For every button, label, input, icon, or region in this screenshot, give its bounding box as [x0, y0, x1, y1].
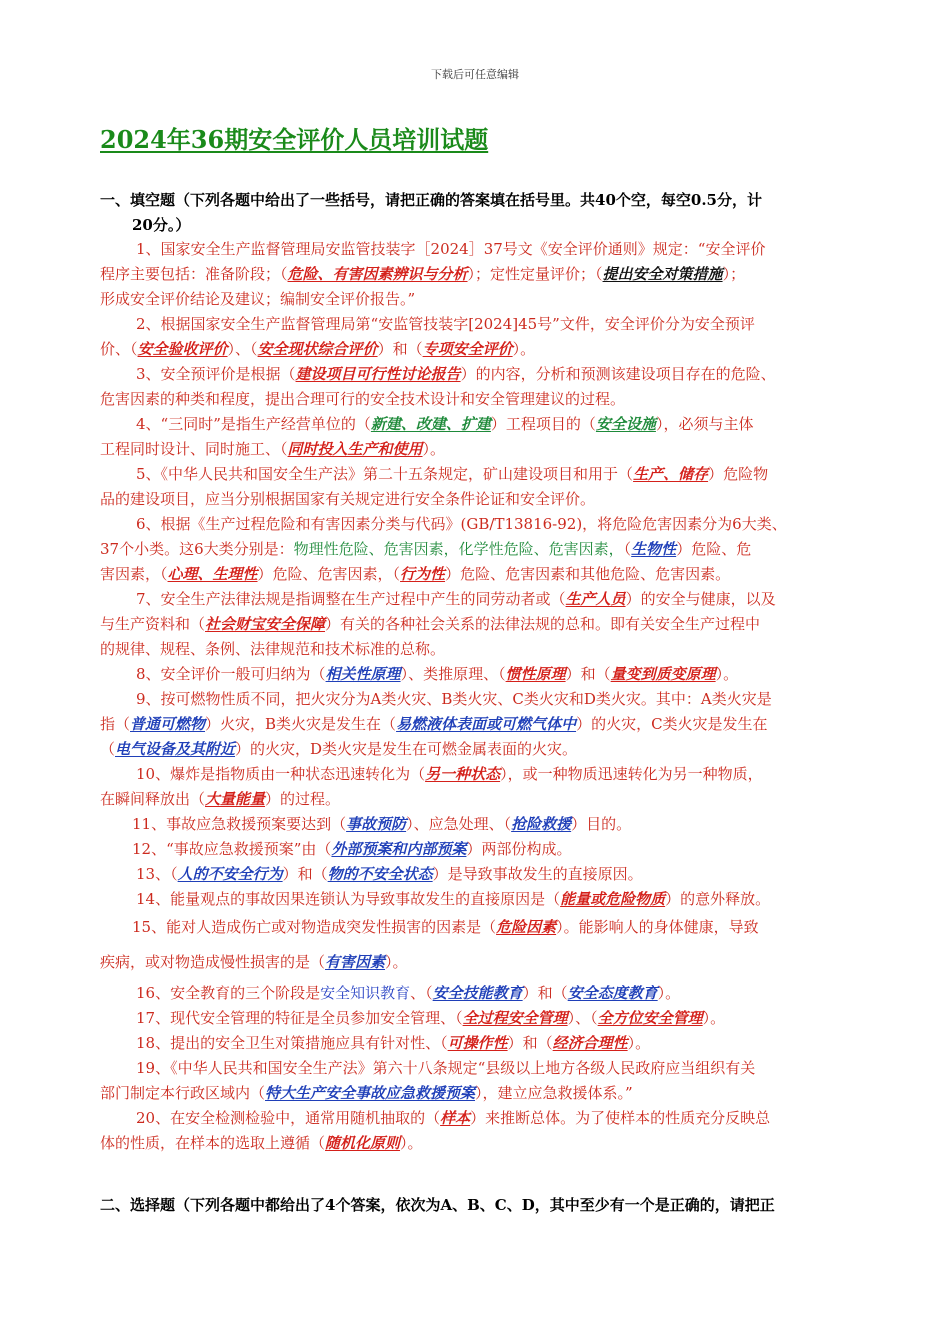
- answer: 全过程安全管理: [462, 1009, 568, 1027]
- question-2: 2、根据国家安全生产监督管理局第“安监管技装字[2024]45号”文件，安全评价分为安全预评 价、（安全验收评价）、（安全现状综合评价）和（专项安全评价）。: [100, 315, 755, 358]
- answer: 同时投入生产和使用: [287, 440, 423, 458]
- answer: 随机化原则: [325, 1134, 401, 1152]
- question-8: 8、安全评价一般可归纳为（相关性原理）、类推原理、（惯性原理）和（量变到质变原理）。: [136, 665, 739, 683]
- answer: 社会财宝安全保障: [205, 615, 326, 633]
- question-7: 7、安全生产法律法规是指调整在生产过程中产生的同劳动者或（生产人员）的安全与健康，以及 与生产资料和（社会财宝安全保障）有关的各种社会关系的法律法规的总和。即有关安全生产过程中 的规律、规程、条例、法律规范和技术标准的总称。: [100, 590, 776, 658]
- question-9: 9、按可燃物性质不同，把火灾分为A类火灾、B类火灾、C类火灾和D类火灾。其中：A类火灾是 指（普通可燃物）火灾，B类火灾是发生在（易燃液体表面或可燃气体中）的火灾，C类火灾是发生在 （电气设备及其附近）的火灾，D类火灾是发生在可燃金属表面的火灾。: [100, 690, 772, 758]
- answer: 另一种状态: [425, 765, 501, 783]
- answer: 能量或危险物质: [560, 890, 666, 908]
- answer: 惯性原理: [505, 665, 566, 683]
- answer: 外部预案和内部预案: [331, 840, 467, 858]
- answer: 经济合理性: [552, 1034, 628, 1052]
- answer: 抢险救援: [511, 815, 572, 833]
- question-13: 13、（人的不安全行为）和（物的不安全状态）是导致事故发生的直接原因。: [136, 865, 643, 883]
- question-12: 12、“事故应急救援预案”由（外部预案和内部预案）两部份构成。: [132, 840, 572, 858]
- answer: 有害因素: [325, 953, 386, 971]
- question-11: 11、事故应急救援预案要达到（事故预防）、应急处理、（抢险救援）目的。: [132, 815, 632, 833]
- answer: 样本: [440, 1109, 471, 1127]
- answer: 危险、有害因素辨识与分析: [287, 265, 468, 283]
- answer: 安全现状综合评价: [257, 340, 378, 358]
- answer: 安全技能教育: [432, 984, 523, 1002]
- answer: 相关性原理: [325, 665, 401, 683]
- answer: 物的不安全状态: [327, 865, 433, 883]
- answer: 心理、生理性: [167, 565, 258, 583]
- answer: 行为性: [400, 565, 446, 583]
- header-note: 下载后可任意编辑: [431, 68, 519, 81]
- answer: 事故预防: [346, 815, 407, 833]
- page-title: 2024年36期安全评价人员培训试题: [100, 125, 489, 154]
- question-6: 6、根据《生产过程危险和有害因素分类与代码》(GB/T13816-92)，将危险危害因素分为6大类、 37个小类。这6大类分别是：物理性危险、危害因素，化学性危险、危害因素，（生物性）危险、危 害因素，（心理、生理性）危险、危害因素，（行为性）危险、危害因素和其他危险、危害因素。: [100, 515, 787, 583]
- answer: 安全验收评价: [137, 340, 228, 358]
- question-14: 14、能量观点的事故因果连锁认为导致事故发生的直接原因是（能量或危险物质）的意外释放。: [136, 890, 771, 908]
- answer: 建设项目可行性讨论报告: [295, 365, 461, 383]
- answer: 安全设施: [595, 415, 656, 433]
- answer: 提出安全对策措施: [602, 265, 723, 283]
- question-17: 17、现代安全管理的特征是全员参加安全管理、（全过程安全管理）、（全方位安全管理）。: [136, 1009, 726, 1027]
- question-20: 20、在安全检测检验中，通常用随机抽取的（样本）来推断总体。为了使样本的性质充分反映总 体的性质，在样本的选取上遵循（随机化原则）。: [100, 1109, 771, 1152]
- answer: 危险因素: [496, 918, 557, 936]
- answer: 特大生产安全事故应急救援预案: [265, 1084, 476, 1102]
- answer: 生产、储存: [633, 465, 709, 483]
- question-16: 16、安全教育的三个阶段是安全知识教育、（安全技能教育）和（安全态度教育）。: [136, 984, 681, 1002]
- question-3: 3、安全预评价是根据（建设项目可行性讨论报告）的内容，分析和预测该建设项目存在的危险、 危害因素的种类和程度，提出合理可行的安全技术设计和安全管理建议的过程。: [100, 365, 776, 408]
- answer: 全方位安全管理: [597, 1009, 703, 1027]
- question-15: 15、能对人造成伤亡或对物造成突发性损害的因素是（危险因素）。能影响人的身体健康，导致 疾病，或对物造成慢性损害的是（有害因素）。: [100, 918, 759, 971]
- question-1: 1、国家安全生产监督管理局安监管技装字［2024］37号文《安全评价通则》规定：“安全评价 程序主要包括：准备阶段；（危险、有害因素辨识与分析）；定性定量评价；（提出安全对策措施）； 形成安全评价结论及建议；编制安全评价报告。”: [100, 240, 766, 308]
- answer: 易燃液体表面或可燃气体中: [396, 715, 577, 733]
- answer: 电气设备及其附近: [115, 740, 236, 758]
- answer: 生产人员: [565, 590, 626, 608]
- question-4: 4、“三同时”是指生产经营单位的（新建、改建、扩建）工程项目的（安全设施），必须与主体 工程同时设计、同时施工、（同时投入生产和使用）。: [100, 415, 754, 458]
- answer: 人的不安全行为: [177, 865, 283, 883]
- question-19: 19、《中华人民共和国安全生产法》第六十八条规定“县级以上地方各级人民政府应当组织有关 部门制定本行政区域内（特大生产安全事故应急救援预案），建立应急救援体系。”: [100, 1059, 756, 1102]
- answer: 生物性: [631, 540, 677, 558]
- answer: 安全态度教育: [567, 984, 658, 1002]
- question-5: 5、《中华人民共和国安全生产法》第二十五条规定，矿山建设项目和用于（生产、储存）危险物 品的建设项目，应当分别根据国家有关规定进行安全条件论证和安全评价。: [100, 465, 769, 508]
- answer: 专项安全评价: [422, 340, 513, 358]
- section-2-heading: 二、选择题（下列各题中都给出了4个答案，依次为A、B、C、D，其中至少有一个是正确的，请把正: [100, 1196, 775, 1214]
- answer: 可操作性: [447, 1034, 508, 1052]
- section-1-heading: 一、填空题（下列各题中给出了一些括号，请把正确的答案填在括号里。共40个空，每空0.5分，计 20分。）: [100, 191, 762, 234]
- question-18: 18、提出的安全卫生对策措施应具有针对性、（可操作性）和（经济合理性）。: [136, 1034, 651, 1052]
- question-10: 10、爆炸是指物质由一种状态迅速转化为（另一种状态），或一种物质迅速转化为另一种物质， 在瞬间释放出（大量能量）的过程。: [100, 765, 763, 808]
- answer: 大量能量: [205, 790, 266, 808]
- answer: 新建、改建、扩建: [370, 415, 491, 433]
- answer: 普通可燃物: [130, 715, 206, 733]
- answer: 量变到质变原理: [610, 665, 716, 683]
